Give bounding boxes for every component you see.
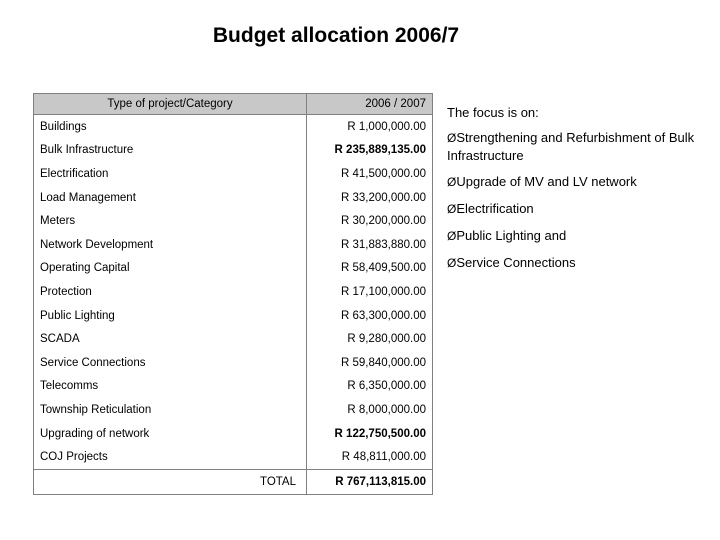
table-row bbox=[34, 398, 433, 422]
arrow-bullet-icon: Ø bbox=[447, 131, 457, 145]
row-category: Telecomms bbox=[34, 375, 307, 399]
row-amount: R 63,300,000.00 bbox=[307, 304, 433, 328]
total-row bbox=[34, 469, 433, 494]
focus-item-text: Strengthening and Refurbishment of Bulk Infrastructure bbox=[447, 130, 695, 163]
row-amount: R 6,350,000.00 bbox=[307, 375, 433, 399]
focus-item-text: Service Connections bbox=[456, 255, 576, 270]
row-category: COJ Projects bbox=[34, 445, 307, 469]
table-header-row bbox=[34, 94, 433, 115]
arrow-bullet-icon: Ø bbox=[447, 256, 457, 270]
row-category: Operating Capital bbox=[34, 257, 307, 281]
arrow-bullet-icon: Ø bbox=[447, 229, 457, 243]
focus-heading: The focus is on: bbox=[447, 105, 539, 120]
row-category: Network Development bbox=[34, 233, 307, 257]
row-amount: R 1,000,000.00 bbox=[307, 115, 433, 139]
total-amount: R 767,113,815.00 bbox=[307, 469, 433, 494]
focus-panel bbox=[447, 104, 707, 281]
row-category: SCADA bbox=[34, 327, 307, 351]
arrow-bullet-icon: Ø bbox=[447, 175, 457, 189]
row-amount: R 59,840,000.00 bbox=[307, 351, 433, 375]
table-row bbox=[34, 280, 433, 304]
row-amount: R 17,100,000.00 bbox=[307, 280, 433, 304]
total-label: TOTAL bbox=[34, 469, 307, 494]
table-row bbox=[34, 257, 433, 281]
list-item bbox=[447, 173, 707, 191]
table-row bbox=[34, 139, 433, 163]
table-row bbox=[34, 422, 433, 446]
row-category: Service Connections bbox=[34, 351, 307, 375]
focus-item-text: Public Lighting and bbox=[456, 228, 567, 243]
table-row bbox=[34, 304, 433, 328]
row-amount: R 58,409,500.00 bbox=[307, 257, 433, 281]
budget-table bbox=[33, 93, 433, 495]
table-row bbox=[34, 162, 433, 186]
list-item bbox=[447, 200, 707, 218]
table-row bbox=[34, 351, 433, 375]
table-row bbox=[34, 327, 433, 351]
row-amount: R 30,200,000.00 bbox=[307, 209, 433, 233]
focus-list bbox=[447, 129, 707, 272]
row-category: Buildings bbox=[34, 115, 307, 139]
table-row bbox=[34, 186, 433, 210]
row-amount: R 48,811,000.00 bbox=[307, 445, 433, 469]
row-amount: R 31,883,880.00 bbox=[307, 233, 433, 257]
row-category: Electrification bbox=[34, 162, 307, 186]
focus-item-text: Electrification bbox=[456, 201, 534, 216]
row-amount: R 33,200,000.00 bbox=[307, 186, 433, 210]
focus-item-text: Upgrade of MV and LV network bbox=[456, 174, 637, 189]
table-row bbox=[34, 209, 433, 233]
table-row bbox=[34, 375, 433, 399]
row-category: Public Lighting bbox=[34, 304, 307, 328]
row-category: Load Management bbox=[34, 186, 307, 210]
row-category: Bulk Infrastructure bbox=[34, 139, 307, 163]
list-item bbox=[447, 129, 707, 164]
header-category: Type of project/Category bbox=[34, 94, 307, 115]
row-amount: R 41,500,000.00 bbox=[307, 162, 433, 186]
table-row bbox=[34, 115, 433, 139]
table-row bbox=[34, 233, 433, 257]
row-amount: R 122,750,500.00 bbox=[307, 422, 433, 446]
list-item bbox=[447, 227, 707, 245]
header-amount: 2006 / 2007 bbox=[307, 94, 433, 115]
row-category: Township Reticulation bbox=[34, 398, 307, 422]
page-title: Budget allocation 2006/7 bbox=[212, 24, 460, 47]
arrow-bullet-icon: Ø bbox=[447, 202, 457, 216]
table-row bbox=[34, 445, 433, 469]
row-amount: R 8,000,000.00 bbox=[307, 398, 433, 422]
row-category: Meters bbox=[34, 209, 307, 233]
list-item bbox=[447, 254, 707, 272]
row-amount: R 9,280,000.00 bbox=[307, 327, 433, 351]
row-category: Upgrading of network bbox=[34, 422, 307, 446]
row-amount: R 235,889,135.00 bbox=[307, 139, 433, 163]
row-category: Protection bbox=[34, 280, 307, 304]
